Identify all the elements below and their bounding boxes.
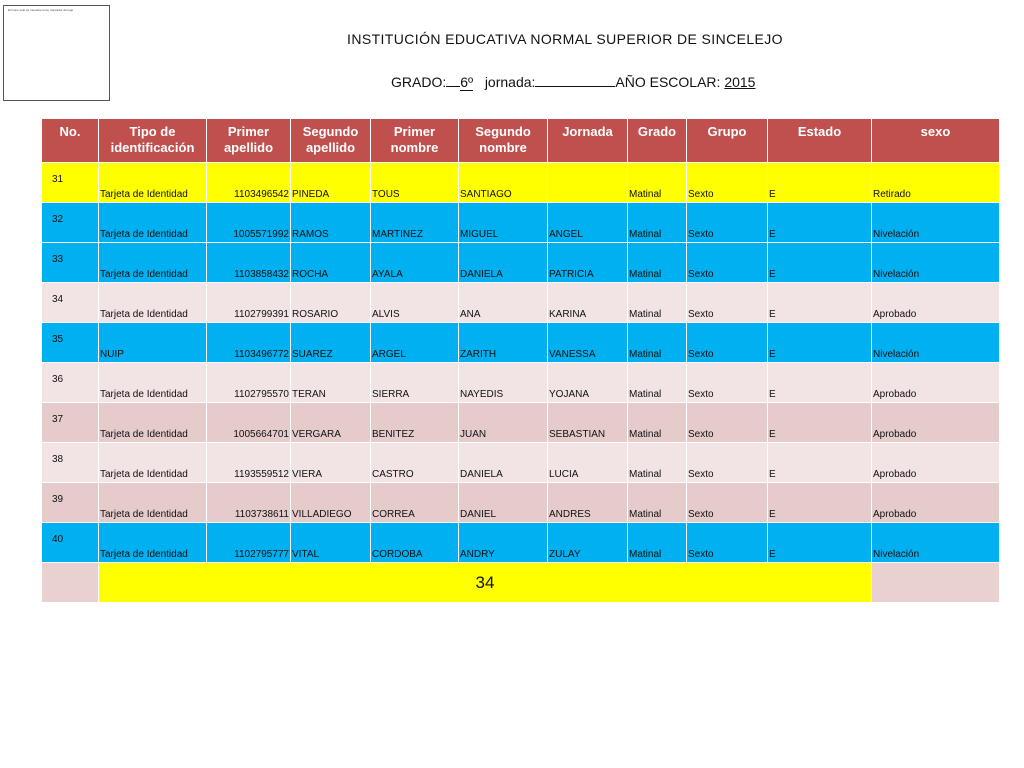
table-cell: CORDOBA xyxy=(371,523,459,563)
table-cell: Tarjeta de Identidad xyxy=(99,203,207,243)
table-row xyxy=(42,363,1000,403)
table-cell: E xyxy=(768,243,872,283)
table-cell: SEBASTIAN xyxy=(548,403,628,443)
table-cell: 1103496772 xyxy=(207,323,291,363)
table-row xyxy=(42,443,1000,483)
table-cell: NAYEDIS xyxy=(459,363,548,403)
table-cell: 1103858432 xyxy=(207,243,291,283)
table-cell: 32 xyxy=(42,203,99,243)
table-cell: DANIELA xyxy=(459,243,548,283)
table-cell: Sexto xyxy=(687,483,768,523)
table-cell: Tarjeta de Identidad xyxy=(99,483,207,523)
table-cell: 1102799391 xyxy=(207,283,291,323)
jornada-label: jornada: xyxy=(484,74,536,90)
table-cell: 1102795777 xyxy=(207,523,291,563)
table-cell: Sexto xyxy=(687,403,768,443)
column-header: Segundo nombre xyxy=(459,119,548,163)
student-table xyxy=(41,118,1000,603)
logo-placeholder xyxy=(3,5,110,101)
table-cell: 39 xyxy=(42,483,99,523)
table-body xyxy=(42,163,1000,603)
table-cell: VANESSA xyxy=(548,323,628,363)
anio-value: 2015 xyxy=(724,74,756,90)
table-cell: Sexto xyxy=(687,443,768,483)
table-cell: E xyxy=(768,283,872,323)
table-cell: E xyxy=(768,323,872,363)
table-cell: Tarjeta de Identidad xyxy=(99,363,207,403)
table-cell: ZARITH xyxy=(459,323,548,363)
table-cell: E xyxy=(768,163,872,203)
table-cell: Sexto xyxy=(687,203,768,243)
table-cell: PINEDA xyxy=(291,163,371,203)
table-cell: Sexto xyxy=(687,243,768,283)
column-header: Grupo xyxy=(687,119,768,163)
table-cell: Tarjeta de Identidad xyxy=(99,403,207,443)
table-row xyxy=(42,243,1000,283)
table-cell: SUAREZ xyxy=(291,323,371,363)
table-cell: BENITEZ xyxy=(371,403,459,443)
column-header: Tipo de identificación xyxy=(99,119,207,163)
table-cell: Aprobado xyxy=(872,283,1000,323)
jornada-blank xyxy=(535,73,615,87)
table-cell: ANDRES xyxy=(548,483,628,523)
table-cell: Matinal xyxy=(628,163,687,203)
logo-caption: El ícono solo se muestra como marcador de logo xyxy=(8,9,74,12)
grado-blank-left xyxy=(446,73,460,87)
anio-label: AÑO ESCOLAR: xyxy=(615,74,721,90)
table-cell: CASTRO xyxy=(371,443,459,483)
table-cell: NUIP xyxy=(99,323,207,363)
table-cell: 38 xyxy=(42,443,99,483)
column-header: Primer apellido xyxy=(207,119,291,163)
column-header: Grado xyxy=(628,119,687,163)
table-cell: Matinal xyxy=(628,523,687,563)
table-cell: E xyxy=(768,523,872,563)
table-cell: VERGARA xyxy=(291,403,371,443)
column-header: Jornada xyxy=(548,119,628,163)
table-cell: Matinal xyxy=(628,283,687,323)
grado-value: 6º xyxy=(460,74,474,90)
column-header: Primer nombre xyxy=(371,119,459,163)
table-cell: Nivelación xyxy=(872,243,1000,283)
table-cell: 1103496542 xyxy=(207,163,291,203)
table-row xyxy=(42,283,1000,323)
table-cell: Aprobado xyxy=(872,443,1000,483)
table-cell: CORREA xyxy=(371,483,459,523)
table-cell: MIGUEL xyxy=(459,203,548,243)
table-cell: Tarjeta de Identidad xyxy=(99,523,207,563)
table-cell: Sexto xyxy=(687,363,768,403)
total-row-right xyxy=(872,563,1000,603)
table-cell: ARGEL xyxy=(371,323,459,363)
table-cell: Retirado xyxy=(872,163,1000,203)
table-cell: KARINA xyxy=(548,283,628,323)
total-row xyxy=(42,563,1000,603)
document-title: INSTITUCIÓN EDUCATIVA NORMAL SUPERIOR DE SINCELEJO xyxy=(347,31,783,47)
table-cell: RAMOS xyxy=(291,203,371,243)
table-cell: Matinal xyxy=(628,443,687,483)
table-cell: ANA xyxy=(459,283,548,323)
table-cell: YOJANA xyxy=(548,363,628,403)
table-cell: ANDRY xyxy=(459,523,548,563)
table-cell: Matinal xyxy=(628,203,687,243)
table-cell: Matinal xyxy=(628,243,687,283)
table-cell xyxy=(548,163,628,203)
table-cell: E xyxy=(768,363,872,403)
table-cell: TERAN xyxy=(291,363,371,403)
table-cell: E xyxy=(768,443,872,483)
table-cell: Tarjeta de Identidad xyxy=(99,243,207,283)
table-cell: Tarjeta de Identidad xyxy=(99,443,207,483)
table-cell: 31 xyxy=(42,163,99,203)
table-cell: ROSARIO xyxy=(291,283,371,323)
table-cell: SANTIAGO xyxy=(459,163,548,203)
table-cell: Aprobado xyxy=(872,403,1000,443)
column-header: Segundo apellido xyxy=(291,119,371,163)
table-cell: VITAL xyxy=(291,523,371,563)
table-cell: ANGEL xyxy=(548,203,628,243)
table-row xyxy=(42,163,1000,203)
table-cell: E xyxy=(768,483,872,523)
table-cell: 35 xyxy=(42,323,99,363)
table-cell: AYALA xyxy=(371,243,459,283)
table-row xyxy=(42,323,1000,363)
table-cell: JUAN xyxy=(459,403,548,443)
table-row xyxy=(42,403,1000,443)
table-cell: Tarjeta de Identidad xyxy=(99,283,207,323)
table-cell: 37 xyxy=(42,403,99,443)
table-cell: Aprobado xyxy=(872,483,1000,523)
table-cell: Matinal xyxy=(628,363,687,403)
table-cell: Nivelación xyxy=(872,203,1000,243)
table-cell: Sexto xyxy=(687,163,768,203)
total-count: 34 xyxy=(99,563,872,603)
table-cell: SIERRA xyxy=(371,363,459,403)
table-cell: Sexto xyxy=(687,283,768,323)
column-header: sexo xyxy=(872,119,1000,163)
table-cell: 40 xyxy=(42,523,99,563)
table-cell: Matinal xyxy=(628,483,687,523)
grado-label: GRADO: xyxy=(391,74,447,90)
table-cell: E xyxy=(768,203,872,243)
table-row xyxy=(42,483,1000,523)
column-header: Estado xyxy=(768,119,872,163)
table-cell: Nivelación xyxy=(872,523,1000,563)
grade-line xyxy=(391,73,755,91)
table-cell: Nivelación xyxy=(872,323,1000,363)
table-cell: 1005664701 xyxy=(207,403,291,443)
table-cell: Tarjeta de Identidad xyxy=(99,163,207,203)
table-cell: 1193559512 xyxy=(207,443,291,483)
table-cell: LUCIA xyxy=(548,443,628,483)
table-cell: VIERA xyxy=(291,443,371,483)
table-cell: TOUS xyxy=(371,163,459,203)
table-cell: ROCHA xyxy=(291,243,371,283)
table-cell: DANIEL xyxy=(459,483,548,523)
table-cell: Aprobado xyxy=(872,363,1000,403)
table-cell: 33 xyxy=(42,243,99,283)
table-cell: Sexto xyxy=(687,523,768,563)
table-cell: VILLADIEGO xyxy=(291,483,371,523)
table-cell: 1103738611 xyxy=(207,483,291,523)
table-cell: Matinal xyxy=(628,323,687,363)
table-cell: Matinal xyxy=(628,403,687,443)
table-cell: 36 xyxy=(42,363,99,403)
table-cell: E xyxy=(768,403,872,443)
table-cell: 34 xyxy=(42,283,99,323)
table-cell: PATRICIA xyxy=(548,243,628,283)
column-header: No. xyxy=(42,119,99,163)
table-cell: ZULAY xyxy=(548,523,628,563)
table-cell: 1005571992 xyxy=(207,203,291,243)
table-cell: Sexto xyxy=(687,323,768,363)
table-cell: MARTINEZ xyxy=(371,203,459,243)
table-cell: ALVIS xyxy=(371,283,459,323)
table-cell: DANIELA xyxy=(459,443,548,483)
table-cell: 1102795570 xyxy=(207,363,291,403)
total-row-left xyxy=(42,563,99,603)
table-header-row xyxy=(42,119,1000,163)
table-row xyxy=(42,523,1000,563)
table-row xyxy=(42,203,1000,243)
